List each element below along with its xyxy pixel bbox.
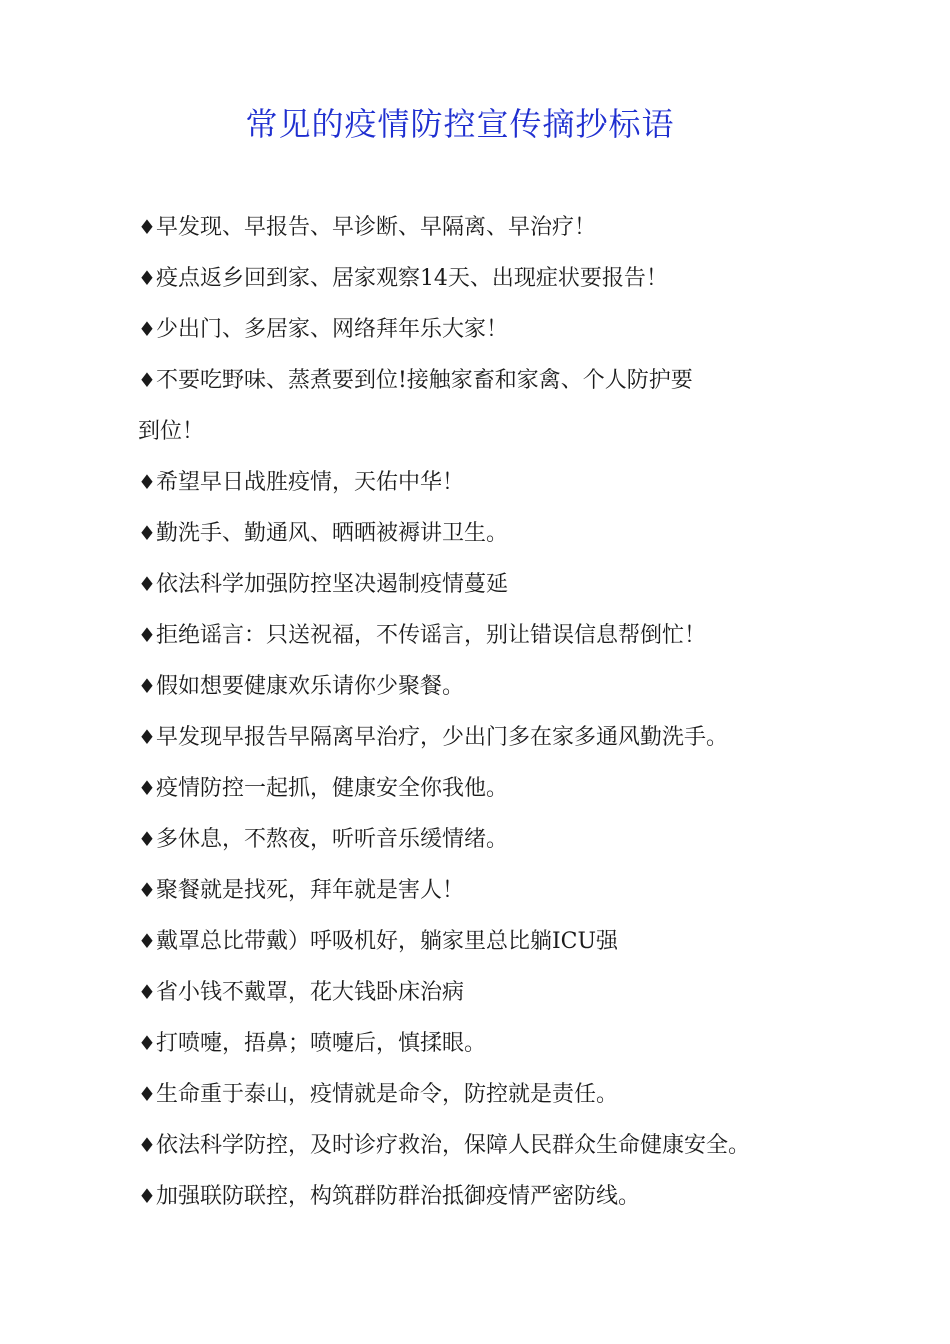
diamond-bullet-icon: ♦: [138, 674, 156, 698]
slogan-text: 早发现早报告早隔离早治疗，少出门多在家多通风勤洗手。: [155, 725, 728, 750]
diamond-bullet-icon: ♦: [138, 1184, 156, 1208]
slogan-item: [138, 559, 828, 610]
slogan-item: [138, 253, 828, 304]
slogan-item: [138, 508, 828, 559]
slogan-list: [138, 202, 828, 1222]
diamond-bullet-icon: ♦: [138, 215, 156, 239]
diamond-bullet-icon: ♦: [138, 266, 156, 290]
slogan-text: 依法科学加强防控坚决遏制疫情蔓延: [155, 572, 508, 597]
diamond-bullet-icon: ♦: [138, 827, 156, 851]
diamond-bullet-icon: ♦: [138, 623, 156, 647]
slogan-item: [138, 1069, 828, 1120]
slogan-text: 假如想要健康欢乐请你少聚餐。: [155, 674, 464, 699]
slogan-text: 勤洗手、勤通风、晒晒被褥讲卫生。: [155, 521, 508, 546]
slogan-item: [138, 865, 828, 916]
diamond-bullet-icon: ♦: [138, 572, 156, 596]
slogan-item: [138, 916, 828, 967]
slogan-item: [138, 304, 828, 355]
slogan-text: 多休息，不熬夜，听听音乐缓情绪。: [155, 827, 508, 852]
slogan-item: [138, 661, 828, 712]
diamond-bullet-icon: ♦: [138, 980, 156, 1004]
diamond-bullet-icon: ♦: [138, 929, 156, 953]
slogan-text: 聚餐就是找死，拜年就是害人！: [155, 878, 464, 903]
slogan-item: [138, 814, 828, 865]
diamond-bullet-icon: ♦: [138, 1082, 156, 1106]
slogan-text: 疫情防控一起抓，健康安全你我他。: [155, 776, 508, 801]
diamond-bullet-icon: ♦: [138, 878, 156, 902]
diamond-bullet-icon: ♦: [138, 776, 156, 800]
slogan-item: [138, 1171, 828, 1222]
slogan-text: 到位！: [138, 419, 205, 444]
slogan-text: 疫点返乡回到家、居家观察14天、出现症状要报告！: [155, 266, 668, 291]
slogan-item: [138, 457, 828, 508]
slogan-item: [138, 1018, 828, 1069]
slogan-continuation: [138, 406, 828, 457]
slogan-text: 打喷嚏，捂鼻；喷嚏后，慎揉眼。: [155, 1031, 486, 1056]
slogan-item: [138, 712, 828, 763]
diamond-bullet-icon: ♦: [138, 368, 156, 392]
slogan-item: [138, 610, 828, 661]
document-title: 常见的疫情防控宣传摘抄标语: [245, 105, 675, 143]
slogan-text: 拒绝谣言：只送祝福，不传谣言，别让错误信息帮倒忙！: [155, 623, 706, 648]
slogan-text: 省小钱不戴罩，花大钱卧床治病: [155, 980, 464, 1005]
slogan-item: [138, 1120, 828, 1171]
slogan-item: [138, 763, 828, 814]
slogan-text: 加强联防联控，构筑群防群治抵御疫情严密防线。: [155, 1184, 640, 1209]
diamond-bullet-icon: ♦: [138, 1133, 156, 1157]
slogan-item: [138, 202, 828, 253]
slogan-item: [138, 355, 828, 406]
diamond-bullet-icon: ♦: [138, 1031, 156, 1055]
diamond-bullet-icon: ♦: [138, 470, 156, 494]
slogan-text: 少出门、多居家、网络拜年乐大家！: [155, 317, 508, 342]
diamond-bullet-icon: ♦: [138, 725, 156, 749]
slogan-text: 不要吃野味、蒸煮要到位!接触家畜和家禽、个人防护要: [155, 368, 693, 393]
slogan-text: 希望早日战胜疫情，天佑中华！: [155, 470, 464, 495]
slogan-item: [138, 967, 828, 1018]
diamond-bullet-icon: ♦: [138, 521, 156, 545]
slogan-text: 戴罩总比带戴）呼吸机好，躺家里总比躺ICU强: [155, 929, 619, 954]
slogan-text: 早发现、早报告、早诊断、早隔离、早治疗！: [155, 215, 596, 240]
slogan-text: 生命重于泰山，疫情就是命令，防控就是责任。: [155, 1082, 618, 1107]
slogan-text: 依法科学防控，及时诊疗救治，保障人民群众生命健康安全。: [155, 1133, 750, 1158]
diamond-bullet-icon: ♦: [138, 317, 156, 341]
